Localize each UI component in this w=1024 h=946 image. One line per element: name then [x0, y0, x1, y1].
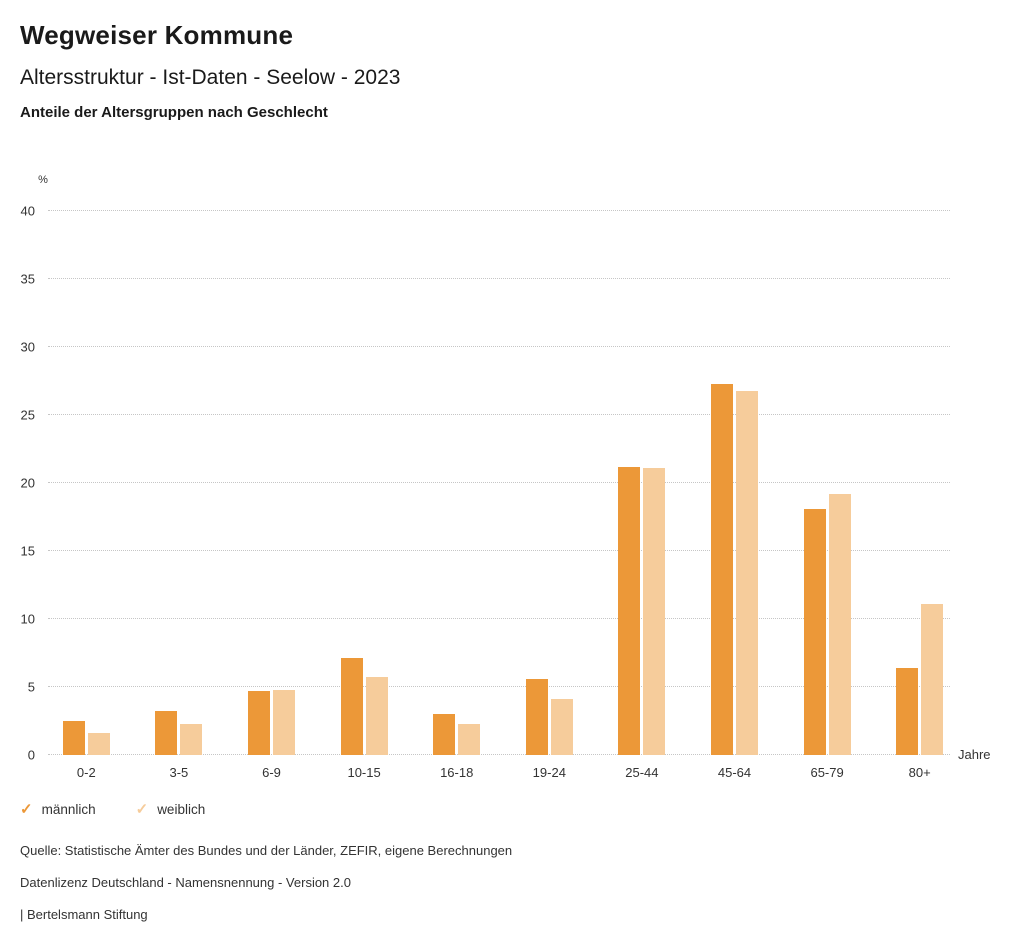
y-tick-label: 30 — [20, 339, 35, 355]
bar-group-45-64 — [711, 211, 758, 780]
app-title: Wegweiser Kommune — [20, 20, 294, 50]
bar-group-65-79 — [804, 211, 851, 780]
x-axis-label: 3-5 — [169, 765, 189, 780]
bar-maennlich-16-18[interactable] — [433, 714, 455, 755]
bar-group-80+ — [896, 211, 943, 780]
chart-subheading: Anteile der Altersgruppen nach Geschlecht — [20, 104, 328, 121]
bar-weiblich-80+[interactable] — [921, 604, 943, 755]
bar-maennlich-65-79[interactable] — [804, 509, 826, 755]
bar-maennlich-3-5[interactable] — [155, 711, 177, 755]
bar-group-19-24 — [526, 211, 573, 780]
attribution-text: | Bertelsmann Stiftung — [20, 907, 148, 922]
bar-weiblich-16-18[interactable] — [458, 724, 480, 755]
bar-weiblich-19-24[interactable] — [551, 699, 573, 755]
x-axis-label: 80+ — [908, 765, 931, 780]
footer — [20, 843, 512, 939]
legend-label-maennlich: männlich — [41, 802, 96, 817]
y-tick-label: 25 — [20, 407, 35, 423]
checkmark-icon: ✓ — [135, 801, 149, 818]
license-text: Datenlizenz Deutschland - Namensnennung - Version 2.0 — [20, 875, 351, 890]
y-tick-label: 40 — [20, 203, 35, 219]
x-axis-label: 65-79 — [810, 765, 844, 780]
y-tick-label: 10 — [20, 611, 35, 627]
bar-maennlich-19-24[interactable] — [526, 679, 548, 755]
legend-item-maennlich[interactable] — [20, 802, 96, 817]
legend-label-weiblich: weiblich — [157, 802, 206, 817]
y-tick-label: 5 — [27, 679, 35, 695]
x-axis-label: 6-9 — [262, 765, 281, 780]
y-tick-label: 0 — [27, 747, 35, 763]
chart-subtitle: Altersstruktur - Ist-Daten - Seelow - 2023 — [20, 66, 401, 89]
checkmark-icon: ✓ — [20, 801, 33, 818]
bar-weiblich-0-2[interactable] — [88, 733, 110, 755]
x-axis-label: 19-24 — [532, 765, 566, 780]
y-tick-label: 15 — [20, 543, 35, 559]
bar-weiblich-6-9[interactable] — [273, 690, 295, 755]
y-axis-unit-label: % — [38, 174, 48, 186]
legend — [20, 802, 205, 817]
legend-item-weiblich[interactable] — [136, 802, 206, 817]
bar-maennlich-10-15[interactable] — [341, 658, 363, 755]
bar-maennlich-45-64[interactable] — [711, 384, 733, 755]
bar-group-6-9 — [248, 211, 295, 780]
bar-maennlich-6-9[interactable] — [248, 691, 270, 755]
x-axis-unit-label: Jahre — [958, 747, 991, 762]
bar-maennlich-25-44[interactable] — [618, 467, 640, 755]
y-tick-label: 35 — [20, 271, 35, 287]
bar-group-0-2 — [63, 211, 110, 780]
y-tick-label: 20 — [20, 475, 35, 491]
bar-weiblich-10-15[interactable] — [366, 677, 388, 755]
bar-weiblich-3-5[interactable] — [180, 724, 202, 755]
bar-weiblich-25-44[interactable] — [643, 468, 665, 755]
bar-maennlich-80+[interactable] — [896, 668, 918, 755]
x-axis-label: 0-2 — [76, 765, 96, 780]
x-axis-label: 25-44 — [625, 765, 659, 780]
bar-maennlich-0-2[interactable] — [63, 721, 85, 755]
x-axis-label: 16-18 — [440, 765, 474, 780]
x-axis-label: 10-15 — [347, 765, 381, 780]
source-text: Quelle: Statistische Ämter des Bundes und der Länder, ZEFIR, eigene Berechnungen — [20, 843, 513, 858]
bar-weiblich-45-64[interactable] — [736, 391, 758, 755]
bar-group-25-44 — [618, 211, 665, 780]
bar-group-3-5 — [155, 211, 202, 780]
bar-group-16-18 — [433, 211, 480, 780]
bar-weiblich-65-79[interactable] — [829, 494, 851, 755]
x-axis-label: 45-64 — [717, 765, 752, 780]
bar-group-10-15 — [341, 211, 388, 780]
plot-area — [20, 174, 991, 780]
